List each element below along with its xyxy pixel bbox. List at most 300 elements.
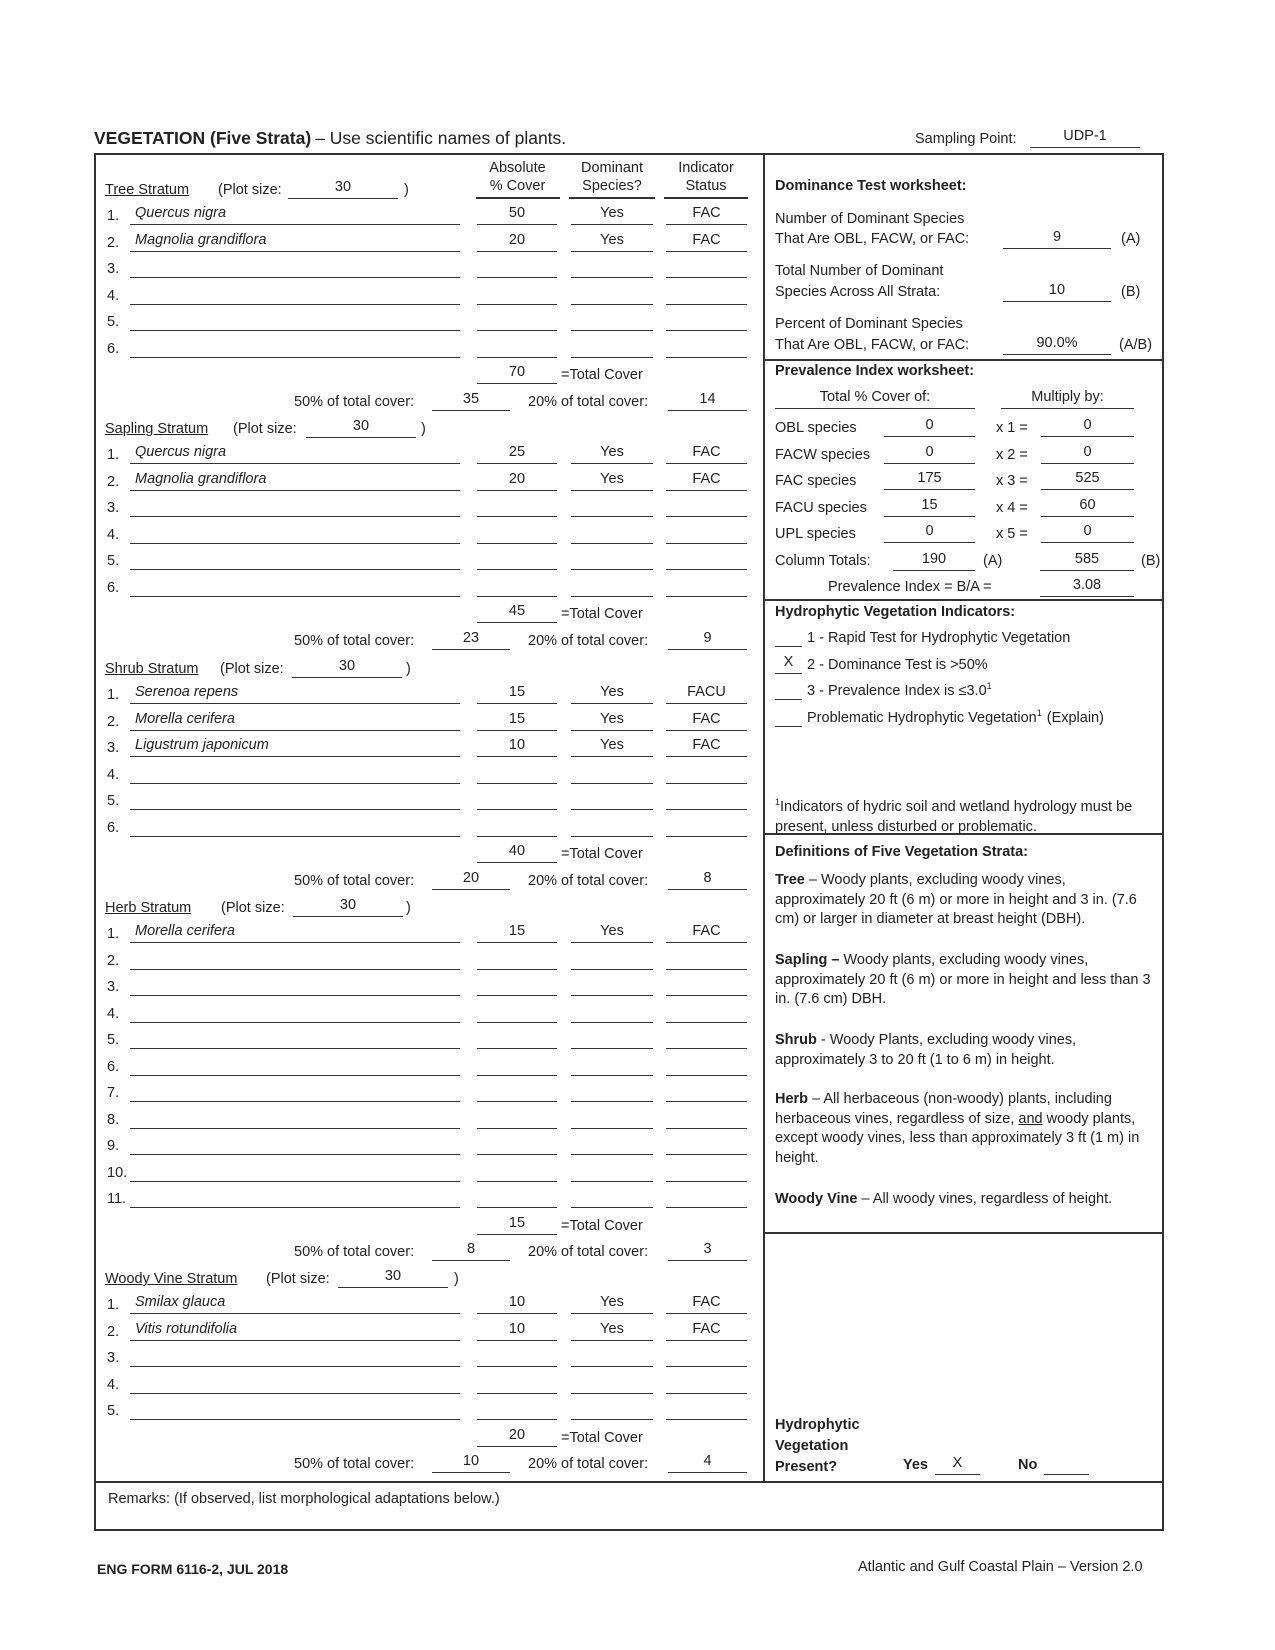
total-cover-label: =Total Cover bbox=[561, 846, 643, 862]
dominance-ab-line1: Percent of Dominant Species bbox=[775, 316, 963, 332]
dominant-field[interactable]: Yes bbox=[571, 1294, 653, 1314]
fifty-percent-label: 50% of total cover: bbox=[294, 1244, 415, 1260]
dominance-b-tag: (B) bbox=[1121, 284, 1141, 300]
species-field[interactable]: Smilax glauca bbox=[130, 1294, 460, 1314]
fifty-percent-field[interactable]: 20 bbox=[432, 870, 510, 890]
sampling-point-label: Sampling Point: bbox=[915, 131, 1017, 147]
status-field[interactable] bbox=[666, 764, 747, 784]
definition-text: - Woody Plants, excluding woody vines, approximately 3 to 20 ft (1 to 6 m) in height. bbox=[775, 1032, 1077, 1068]
total-b-tag: (B) bbox=[1141, 553, 1161, 569]
prevalence-value-field[interactable]: 525 bbox=[1041, 470, 1134, 490]
form-title: VEGETATION (Five Strata) bbox=[94, 128, 312, 148]
plot-size-field[interactable]: 30 bbox=[288, 179, 398, 199]
prevalence-cover-field[interactable]: 0 bbox=[884, 444, 975, 464]
status-field[interactable]: FAC bbox=[666, 232, 747, 252]
form-subtitle: – Use scientific names of plants. bbox=[315, 128, 567, 148]
status-field[interactable] bbox=[666, 1135, 747, 1155]
row-number: 1. bbox=[107, 208, 120, 224]
stratum-name-woody-vine-stratum: Woody Vine Stratum bbox=[105, 1271, 238, 1287]
row-number: 3. bbox=[107, 261, 120, 277]
total-cover-label: =Total Cover bbox=[561, 367, 643, 383]
row-number: 1. bbox=[107, 447, 120, 463]
dominant-field[interactable]: Yes bbox=[571, 711, 653, 731]
dominant-field[interactable] bbox=[571, 764, 653, 784]
footnote-line2: present, unless disturbed or problematic. bbox=[775, 818, 1037, 835]
species-field[interactable] bbox=[130, 1400, 460, 1420]
definition-text: – All woody vines, regardless of height. bbox=[857, 1191, 1113, 1207]
present-no-field[interactable] bbox=[1044, 1455, 1089, 1475]
row-number: 10. bbox=[107, 1164, 128, 1181]
dominant-field[interactable] bbox=[571, 790, 653, 810]
row-number: 7. bbox=[107, 1085, 120, 1101]
present-line1: Hydrophytic bbox=[775, 1417, 860, 1433]
species-field[interactable]: Magnolia grandiflora bbox=[130, 471, 460, 491]
dominant-field[interactable] bbox=[571, 550, 653, 570]
row-number: 2. bbox=[107, 234, 120, 251]
form-header bbox=[94, 128, 566, 149]
row-number: 11. bbox=[107, 1191, 127, 1207]
indicator-checkbox[interactable] bbox=[775, 680, 802, 700]
indicator-text: 3 - Prevalence Index is ≤3.0 bbox=[807, 683, 987, 699]
plot-size-field[interactable]: 30 bbox=[292, 658, 402, 678]
species-field[interactable] bbox=[130, 1056, 460, 1076]
species-field[interactable] bbox=[130, 764, 460, 784]
sampling-point-field[interactable]: UDP-1 bbox=[1030, 128, 1140, 148]
twenty-percent-label: 20% of total cover: bbox=[528, 1244, 649, 1260]
definition-text: – All herbaceous (non-woody) plants, including herbaceous vines, regardless of size, bbox=[775, 1091, 1112, 1127]
dominance-a-field[interactable]: 9 bbox=[1003, 229, 1111, 249]
species-field[interactable]: Vitis rotundifolia bbox=[130, 1321, 460, 1341]
prevalence-col1: Total % Cover of: bbox=[775, 389, 975, 409]
total-cover-label: =Total Cover bbox=[561, 1429, 643, 1446]
present-label bbox=[775, 1415, 860, 1478]
prevalence-col2: Multiply by: bbox=[1001, 389, 1134, 409]
status-field[interactable]: FACU bbox=[666, 684, 747, 704]
species-field[interactable] bbox=[130, 1109, 460, 1129]
dominant-field[interactable]: Yes bbox=[571, 444, 653, 464]
status-field[interactable] bbox=[666, 817, 747, 837]
row-number: 6. bbox=[107, 340, 120, 357]
prevalence-row-label: UPL species bbox=[775, 526, 856, 542]
dominant-field[interactable] bbox=[571, 1135, 653, 1155]
row-number: 4. bbox=[107, 1005, 120, 1022]
species-field[interactable] bbox=[130, 976, 460, 996]
col-ind-header bbox=[661, 159, 751, 195]
status-field[interactable] bbox=[666, 338, 747, 358]
prevalence-value-field[interactable]: 0 bbox=[1041, 444, 1134, 464]
row-number: 1. bbox=[107, 1297, 120, 1313]
prevalence-value-field[interactable]: 60 bbox=[1041, 497, 1134, 517]
dominant-field[interactable] bbox=[571, 311, 653, 331]
status-field[interactable] bbox=[666, 1029, 747, 1049]
prevalence-row-label: FACU species bbox=[775, 499, 867, 516]
prevalence-row-label: FAC species bbox=[775, 473, 857, 489]
stratum-name-shrub-stratum: Shrub Stratum bbox=[105, 661, 199, 677]
dominant-field[interactable] bbox=[571, 1082, 653, 1102]
dominance-a-line1: Number of Dominant Species bbox=[775, 211, 965, 227]
row-number: 8. bbox=[107, 1111, 120, 1128]
species-field[interactable] bbox=[130, 577, 460, 597]
species-field[interactable] bbox=[130, 285, 460, 305]
plot-size-field[interactable]: 30 bbox=[306, 418, 416, 438]
present-line2: Vegetation bbox=[775, 1438, 849, 1454]
dominant-field[interactable] bbox=[571, 338, 653, 358]
plot-size-label: (Plot size: bbox=[218, 182, 282, 198]
cover-field[interactable] bbox=[477, 1347, 557, 1367]
dominant-field[interactable] bbox=[571, 258, 653, 278]
species-field[interactable]: Quercus nigra bbox=[130, 205, 460, 225]
dominance-b-line2: Species Across All Strata: bbox=[775, 284, 941, 300]
cover-field[interactable] bbox=[477, 817, 557, 837]
row-number: 3. bbox=[107, 500, 120, 516]
totals-label: Column Totals: bbox=[775, 553, 871, 569]
status-field[interactable] bbox=[666, 258, 747, 278]
definition-herb bbox=[775, 1090, 1160, 1168]
present-yes-label: Yes bbox=[903, 1457, 928, 1473]
species-field[interactable] bbox=[130, 338, 460, 358]
footer-form-number: ENG FORM 6116-2, JUL 2018 bbox=[97, 1561, 289, 1577]
status-field[interactable] bbox=[666, 311, 747, 331]
present-no-label: No bbox=[1018, 1457, 1038, 1473]
plot-size-close: ) bbox=[406, 900, 411, 916]
status-field[interactable] bbox=[666, 790, 747, 810]
status-field[interactable]: FAC bbox=[666, 205, 747, 225]
cover-field[interactable] bbox=[477, 1162, 557, 1182]
species-field[interactable] bbox=[130, 817, 460, 837]
status-field[interactable] bbox=[666, 577, 747, 597]
footnote-line1 bbox=[775, 798, 1175, 818]
dominant-field[interactable] bbox=[571, 1056, 653, 1076]
plot-size-field[interactable]: 30 bbox=[293, 897, 403, 917]
cover-field[interactable] bbox=[477, 790, 557, 810]
twenty-percent-label: 20% of total cover: bbox=[528, 632, 649, 649]
indicator-checkbox[interactable]: X bbox=[775, 654, 802, 674]
indicator-item bbox=[807, 683, 992, 699]
prevalence-cover-field[interactable]: 15 bbox=[884, 497, 975, 517]
status-field[interactable] bbox=[666, 1162, 747, 1182]
status-field[interactable] bbox=[666, 1056, 747, 1076]
footnote-text1: Indicators of hydric soil and wetland hydrology must be bbox=[780, 799, 1133, 815]
status-field[interactable] bbox=[666, 950, 747, 970]
status-field[interactable] bbox=[666, 1400, 747, 1420]
total-cover-field[interactable]: 45 bbox=[477, 603, 557, 623]
prevalence-cover-field[interactable]: 0 bbox=[884, 523, 975, 543]
row-number: 6. bbox=[107, 579, 120, 596]
definition-text: Woody plants, excluding woody vines, approximately 20 ft (6 m) or more in height and less than 3 in. (7.6 cm) DBH. bbox=[775, 952, 1151, 1007]
species-field[interactable] bbox=[130, 790, 460, 810]
definition-text: – Woody plants, excluding woody vines, approximately 20 ft (6 m) or more in height and 3 in. (7.6 cm) or larger in diameter at breast height (DBH). bbox=[775, 872, 1137, 927]
row-number: 1. bbox=[107, 687, 120, 703]
row-number: 4. bbox=[107, 526, 120, 543]
column-divider bbox=[763, 153, 765, 1483]
prevalence-value-field[interactable]: 0 bbox=[1041, 417, 1134, 437]
indicator-footnote-mark: 1 bbox=[986, 681, 992, 692]
prevalence-title: Prevalence Index worksheet: bbox=[775, 363, 975, 379]
species-field[interactable] bbox=[130, 1374, 460, 1394]
cover-field[interactable] bbox=[477, 1109, 557, 1129]
dominant-field[interactable] bbox=[571, 817, 653, 837]
status-field[interactable] bbox=[666, 976, 747, 996]
twenty-percent-field[interactable]: 14 bbox=[668, 391, 747, 411]
row-number: 5. bbox=[107, 553, 120, 569]
dominant-field[interactable] bbox=[571, 950, 653, 970]
species-field[interactable]: Ligustrum japonicum bbox=[130, 737, 460, 757]
prevalence-value-field[interactable]: 0 bbox=[1041, 523, 1134, 543]
total-cover-field[interactable]: 15 bbox=[477, 1215, 557, 1235]
prevalence-multiplier: x 5 = bbox=[996, 526, 1028, 542]
total-cover-field[interactable]: 70 bbox=[477, 364, 557, 384]
indicators-title: Hydrophytic Vegetation Indicators: bbox=[775, 604, 1016, 620]
col-dom-line2: Species? bbox=[582, 178, 642, 194]
cover-field[interactable] bbox=[477, 1029, 557, 1049]
indicator-text: 2 - Dominance Test is >50% bbox=[807, 656, 988, 673]
species-field[interactable] bbox=[130, 1347, 460, 1367]
twenty-percent-label: 20% of total cover: bbox=[528, 872, 649, 889]
cover-field[interactable] bbox=[477, 550, 557, 570]
row-number: 6. bbox=[107, 1058, 120, 1075]
prevalence-multiplier: x 4 = bbox=[996, 499, 1028, 516]
dominance-ab-field[interactable]: 90.0% bbox=[1003, 335, 1111, 355]
status-field[interactable] bbox=[666, 285, 747, 305]
prevalence-multiplier: x 1 = bbox=[996, 420, 1028, 436]
plot-size-close: ) bbox=[404, 182, 409, 198]
prevalence-cover-field[interactable]: 0 bbox=[884, 417, 975, 437]
stratum-name-herb-stratum: Herb Stratum bbox=[105, 900, 192, 916]
row-number: 5. bbox=[107, 793, 120, 809]
twenty-percent-field[interactable]: 8 bbox=[668, 870, 747, 890]
dominant-field[interactable] bbox=[571, 1400, 653, 1420]
dominant-field[interactable] bbox=[571, 1003, 653, 1023]
cover-field[interactable] bbox=[477, 1400, 557, 1420]
definition-shrub bbox=[775, 1031, 1155, 1070]
dominant-field[interactable] bbox=[571, 1109, 653, 1129]
col-abs-line1: Absolute bbox=[489, 160, 546, 176]
dominant-field[interactable]: Yes bbox=[571, 471, 653, 491]
status-field[interactable] bbox=[666, 550, 747, 570]
status-field[interactable] bbox=[666, 1082, 747, 1102]
plot-size-close: ) bbox=[421, 421, 426, 437]
col-abs-header bbox=[475, 159, 560, 195]
plot-size-label: (Plot size: bbox=[220, 661, 284, 677]
cover-field[interactable]: 15 bbox=[477, 684, 557, 704]
remarks-divider bbox=[94, 1481, 1164, 1483]
species-field[interactable]: Morella cerifera bbox=[130, 711, 460, 731]
species-field[interactable]: Quercus nigra bbox=[130, 444, 460, 464]
col-header-underline bbox=[664, 197, 748, 199]
dominant-field[interactable]: Yes bbox=[571, 232, 653, 252]
cover-field[interactable]: 10 bbox=[477, 737, 557, 757]
present-yes-field[interactable]: X bbox=[935, 1455, 980, 1475]
species-field[interactable] bbox=[130, 1003, 460, 1023]
row-number: 1. bbox=[107, 926, 120, 942]
species-field[interactable] bbox=[130, 950, 460, 970]
total-a-field[interactable]: 190 bbox=[893, 551, 975, 571]
indicator-checkbox[interactable] bbox=[775, 627, 802, 647]
definition-term: Tree bbox=[775, 872, 805, 888]
index-field[interactable]: 3.08 bbox=[1040, 577, 1134, 597]
status-field[interactable]: FAC bbox=[666, 737, 747, 757]
cover-field[interactable] bbox=[477, 764, 557, 784]
fifty-percent-label: 50% of total cover: bbox=[294, 393, 415, 410]
twenty-percent-label: 20% of total cover: bbox=[528, 393, 649, 410]
definition-tree bbox=[775, 871, 1155, 930]
plot-size-field[interactable]: 30 bbox=[338, 1268, 448, 1288]
definition-sapling bbox=[775, 951, 1155, 1010]
fifty-percent-field[interactable]: 10 bbox=[432, 1453, 510, 1473]
right-div-2 bbox=[763, 599, 1164, 601]
status-field[interactable] bbox=[666, 1188, 747, 1208]
status-field[interactable] bbox=[666, 1374, 747, 1394]
cover-field[interactable] bbox=[477, 311, 557, 331]
dominance-b-field[interactable]: 10 bbox=[1003, 282, 1111, 302]
dominant-field[interactable] bbox=[571, 1188, 653, 1208]
cover-field[interactable] bbox=[477, 258, 557, 278]
status-field[interactable] bbox=[666, 1109, 747, 1129]
right-div-1 bbox=[763, 359, 1164, 361]
footnote-sup: 1 bbox=[775, 797, 781, 808]
cover-field[interactable]: 10 bbox=[477, 1321, 557, 1341]
total-b-field[interactable]: 585 bbox=[1040, 551, 1134, 571]
dominant-field[interactable] bbox=[571, 1347, 653, 1367]
col-header-underline bbox=[569, 197, 655, 199]
status-field[interactable]: FAC bbox=[666, 1321, 747, 1341]
dominant-field[interactable] bbox=[571, 1029, 653, 1049]
status-field[interactable] bbox=[666, 1003, 747, 1023]
species-field[interactable]: Morella cerifera bbox=[130, 923, 460, 943]
twenty-percent-field[interactable]: 4 bbox=[668, 1453, 747, 1473]
status-field[interactable]: FAC bbox=[666, 923, 747, 943]
species-field[interactable] bbox=[130, 258, 460, 278]
row-number: 2. bbox=[107, 1323, 120, 1340]
species-field[interactable] bbox=[130, 1188, 460, 1208]
status-field[interactable]: FAC bbox=[666, 471, 747, 491]
row-number: 3. bbox=[107, 979, 120, 995]
col-dom-header bbox=[567, 159, 657, 195]
dominant-field[interactable] bbox=[571, 1374, 653, 1394]
row-number: 5. bbox=[107, 1403, 120, 1419]
cover-field[interactable] bbox=[477, 1056, 557, 1076]
dominant-field[interactable]: Yes bbox=[571, 1321, 653, 1341]
total-cover-field[interactable]: 20 bbox=[477, 1427, 557, 1447]
status-field[interactable] bbox=[666, 524, 747, 544]
species-field[interactable] bbox=[130, 1162, 460, 1182]
cover-field[interactable] bbox=[477, 497, 557, 517]
row-number: 2. bbox=[107, 473, 120, 490]
dominant-field[interactable] bbox=[571, 524, 653, 544]
dominant-field[interactable] bbox=[571, 497, 653, 517]
dominance-a-line2: That Are OBL, FACW, or FAC: bbox=[775, 231, 970, 247]
prevalence-row-label: FACW species bbox=[775, 446, 871, 463]
twenty-percent-label: 20% of total cover: bbox=[528, 1456, 649, 1472]
col-abs-line2: % Cover bbox=[489, 178, 546, 194]
prevalence-row-label: OBL species bbox=[775, 420, 857, 436]
row-number: 2. bbox=[107, 713, 120, 730]
cover-field[interactable] bbox=[477, 1374, 557, 1394]
plot-size-label: (Plot size: bbox=[233, 421, 297, 437]
cover-field[interactable] bbox=[477, 1188, 557, 1208]
species-field[interactable]: Serenoa repens bbox=[130, 684, 460, 704]
dominance-ab-tag: (A/B) bbox=[1119, 337, 1153, 353]
cover-field[interactable]: 15 bbox=[477, 923, 557, 943]
prevalence-cover-field[interactable]: 175 bbox=[884, 470, 975, 490]
plot-size-label: (Plot size: bbox=[221, 900, 285, 916]
total-cover-field[interactable]: 40 bbox=[477, 843, 557, 863]
definition-text-underlined: and bbox=[1018, 1110, 1043, 1127]
definition-term: Sapling – bbox=[775, 952, 840, 968]
fifty-percent-field[interactable]: 8 bbox=[432, 1241, 510, 1261]
species-field[interactable] bbox=[130, 311, 460, 331]
species-field[interactable] bbox=[130, 1029, 460, 1049]
row-number: 5. bbox=[107, 314, 120, 330]
cover-field[interactable] bbox=[477, 1135, 557, 1155]
col-ind-line1: Indicator bbox=[678, 160, 734, 176]
indicators-footnote bbox=[775, 798, 1175, 837]
definition-term: Woody Vine bbox=[775, 1191, 858, 1207]
fifty-percent-label: 50% of total cover: bbox=[294, 872, 415, 889]
status-field[interactable] bbox=[666, 1347, 747, 1367]
cover-field[interactable] bbox=[477, 1003, 557, 1023]
cover-field[interactable]: 20 bbox=[477, 471, 557, 491]
indicator-item bbox=[807, 707, 1104, 726]
dominant-field[interactable]: Yes bbox=[571, 205, 653, 225]
cover-field[interactable]: 50 bbox=[477, 205, 557, 225]
dominant-field[interactable]: Yes bbox=[571, 684, 653, 704]
cover-field[interactable]: 15 bbox=[477, 711, 557, 731]
cover-field[interactable] bbox=[477, 338, 557, 358]
cover-field[interactable] bbox=[477, 950, 557, 970]
species-field[interactable] bbox=[130, 1082, 460, 1102]
species-field[interactable] bbox=[130, 550, 460, 570]
species-field[interactable] bbox=[130, 497, 460, 517]
dominant-field[interactable] bbox=[571, 976, 653, 996]
status-field[interactable]: FAC bbox=[666, 444, 747, 464]
total-a-tag: (A) bbox=[983, 553, 1003, 569]
dominant-field[interactable] bbox=[571, 285, 653, 305]
stratum-name-sapling-stratum: Sapling Stratum bbox=[105, 421, 209, 437]
species-field[interactable]: Magnolia grandiflora bbox=[130, 232, 460, 252]
indicator-footnote-mark: 1 bbox=[1036, 707, 1042, 718]
indicator-checkbox[interactable] bbox=[775, 707, 802, 727]
twenty-percent-field[interactable]: 3 bbox=[668, 1241, 747, 1261]
dominant-field[interactable]: Yes bbox=[571, 923, 653, 943]
species-field[interactable] bbox=[130, 524, 460, 544]
cover-field[interactable]: 25 bbox=[477, 444, 557, 464]
fifty-percent-field[interactable]: 35 bbox=[432, 391, 510, 411]
fifty-percent-field[interactable]: 23 bbox=[432, 630, 510, 650]
status-field[interactable]: FAC bbox=[666, 711, 747, 731]
status-field[interactable]: FAC bbox=[666, 1294, 747, 1314]
status-field[interactable] bbox=[666, 497, 747, 517]
dominant-field[interactable]: Yes bbox=[571, 737, 653, 757]
definition-term: Shrub bbox=[775, 1032, 817, 1048]
cover-field[interactable] bbox=[477, 1082, 557, 1102]
cover-field[interactable]: 10 bbox=[477, 1294, 557, 1314]
cover-field[interactable] bbox=[477, 285, 557, 305]
cover-field[interactable] bbox=[477, 577, 557, 597]
cover-field[interactable] bbox=[477, 524, 557, 544]
twenty-percent-field[interactable]: 9 bbox=[668, 630, 747, 650]
cover-field[interactable]: 20 bbox=[477, 232, 557, 252]
row-number: 4. bbox=[107, 287, 120, 304]
definition-woody-vine bbox=[775, 1190, 1155, 1210]
species-field[interactable] bbox=[130, 1135, 460, 1155]
dominant-field[interactable] bbox=[571, 1162, 653, 1182]
present-line3: Present? bbox=[775, 1459, 838, 1475]
cover-field[interactable] bbox=[477, 976, 557, 996]
definition-text: woody plants, except woody vines, less than approximately 3 ft (1 m) in height. bbox=[775, 1110, 1140, 1166]
col-header-underline bbox=[476, 197, 560, 199]
dominant-field[interactable] bbox=[571, 577, 653, 597]
